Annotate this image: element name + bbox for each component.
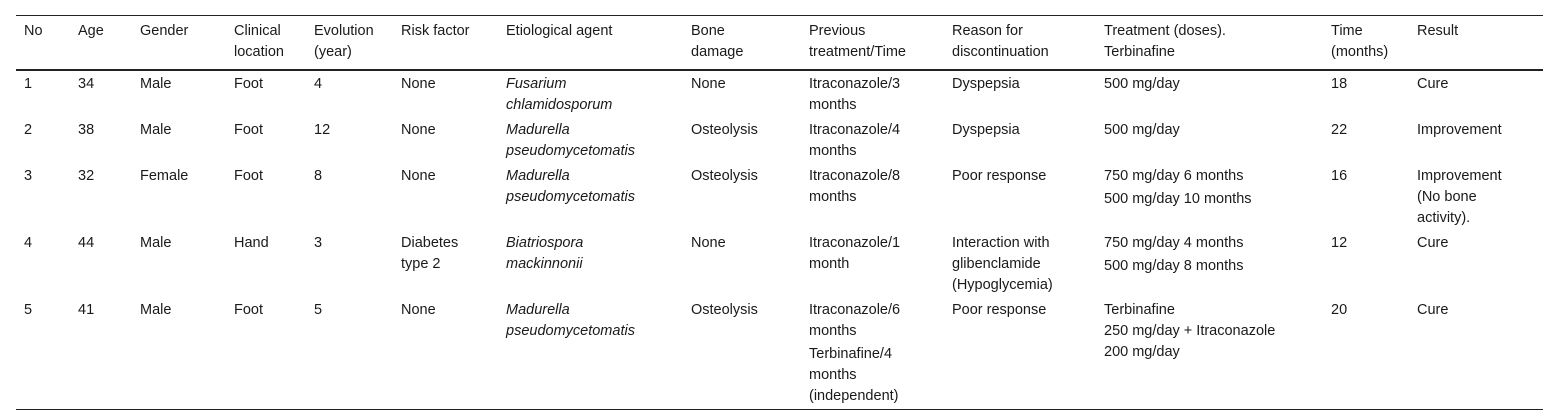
cell-no: 2 xyxy=(24,122,33,138)
cell-reason: Dyspepsia xyxy=(952,122,1020,138)
cell-risk: None xyxy=(401,122,436,138)
cell-bone: Osteolysis xyxy=(691,302,758,318)
cell-treatment: 500 mg/day xyxy=(1104,122,1180,138)
cell-evolution: 3 xyxy=(314,235,323,251)
cell-time: 12 xyxy=(1331,235,1348,251)
cell-age: 34 xyxy=(78,76,95,92)
cell-treatment: 750 mg/day 6 months 500 mg/day 10 months xyxy=(1104,168,1252,207)
cell-no: 5 xyxy=(24,302,33,318)
col-header-treatment-doses: Treatment (doses). Terbinafine xyxy=(1104,23,1226,60)
table-row xyxy=(16,164,1543,231)
cell-gender: Male xyxy=(140,235,172,251)
cell-time: 18 xyxy=(1331,76,1348,92)
cell-time: 16 xyxy=(1331,168,1348,184)
cell-result: Improvement (No bone activity). xyxy=(1417,168,1502,226)
cell-reason: Interaction with glibenclamide (Hypoglycemia) xyxy=(952,235,1053,293)
cell-location: Foot xyxy=(234,302,264,318)
col-header-no: No xyxy=(24,23,43,39)
cell-bone: None xyxy=(691,76,726,92)
cell-gender: Male xyxy=(140,122,172,138)
table-body xyxy=(16,70,1543,410)
cell-bone: Osteolysis xyxy=(691,168,758,184)
col-header-bone-damage: Bone damage xyxy=(691,23,744,60)
cell-reason: Poor response xyxy=(952,168,1047,184)
cell-location: Hand xyxy=(234,235,269,251)
cell-time: 22 xyxy=(1331,122,1348,138)
mycetoma-cases-table xyxy=(16,15,1543,410)
cell-age: 38 xyxy=(78,122,95,138)
cell-agent: Madurella pseudomycetomatis xyxy=(506,168,635,205)
cell-previous: Itraconazole/3 months xyxy=(809,76,901,113)
cell-reason: Dyspepsia xyxy=(952,76,1020,92)
cell-reason: Poor response xyxy=(952,302,1047,318)
cell-age: 32 xyxy=(78,168,95,184)
table-row xyxy=(16,118,1543,164)
col-header-gender: Gender xyxy=(140,23,189,39)
table-row xyxy=(16,231,1543,298)
cell-agent: Madurella pseudomycetomatis xyxy=(506,302,635,339)
cell-previous: Itraconazole/6 months Terbinafine/4 months (independent) xyxy=(809,302,901,404)
col-header-risk-factor: Risk factor xyxy=(401,23,470,39)
col-header-time-months: Time (months) xyxy=(1331,23,1389,60)
table-row xyxy=(16,298,1543,410)
cell-location: Foot xyxy=(234,168,264,184)
cell-risk: None xyxy=(401,168,436,184)
cell-result: Cure xyxy=(1417,302,1449,318)
cell-bone: None xyxy=(691,235,726,251)
cell-evolution: 8 xyxy=(314,168,323,184)
cell-risk: None xyxy=(401,76,436,92)
col-header-previous-treatment: Previous treatment/Time xyxy=(809,23,906,60)
cell-no: 4 xyxy=(24,235,33,251)
cell-bone: Osteolysis xyxy=(691,122,758,138)
cell-risk: Diabetes type 2 xyxy=(401,235,459,272)
cell-evolution: 4 xyxy=(314,76,323,92)
col-header-result: Result xyxy=(1417,23,1459,39)
header-row xyxy=(16,16,1543,71)
table-header xyxy=(16,16,1543,71)
cell-treatment: Terbinafine 250 mg/day + Itraconazole 200 mg/day xyxy=(1104,302,1276,360)
cell-result: Cure xyxy=(1417,76,1449,92)
cell-gender: Female xyxy=(140,168,189,184)
col-header-reason-discontinuation: Reason for discontinuation xyxy=(952,23,1049,60)
cell-age: 44 xyxy=(78,235,95,251)
cell-previous: Itraconazole/4 months xyxy=(809,122,901,159)
cell-treatment: 750 mg/day 4 months 500 mg/day 8 months xyxy=(1104,235,1244,274)
col-header-age: Age xyxy=(78,23,104,39)
cell-age: 41 xyxy=(78,302,95,318)
cell-result: Improvement xyxy=(1417,122,1502,138)
cell-gender: Male xyxy=(140,302,172,318)
cell-agent: Fusarium chlamidosporum xyxy=(506,76,613,113)
cell-location: Foot xyxy=(234,122,264,138)
cell-agent: Biatriospora mackinnonii xyxy=(506,235,584,272)
col-header-etiological-agent: Etiological agent xyxy=(506,23,613,39)
cell-gender: Male xyxy=(140,76,172,92)
cell-no: 3 xyxy=(24,168,33,184)
cell-evolution: 5 xyxy=(314,302,323,318)
col-header-clinical-location: Clinical location xyxy=(234,23,284,60)
table-row xyxy=(16,70,1543,118)
cell-agent: Madurella pseudomycetomatis xyxy=(506,122,635,159)
cell-previous: Itraconazole/1 month xyxy=(809,235,901,272)
cell-no: 1 xyxy=(24,76,33,92)
cell-risk: None xyxy=(401,302,436,318)
cell-previous: Itraconazole/8 months xyxy=(809,168,901,205)
cell-location: Foot xyxy=(234,76,264,92)
cell-result: Cure xyxy=(1417,235,1449,251)
cell-treatment: 500 mg/day xyxy=(1104,76,1180,92)
col-header-evolution: Evolution (year) xyxy=(314,23,374,60)
cell-time: 20 xyxy=(1331,302,1348,318)
table-container xyxy=(16,15,1543,410)
cell-evolution: 12 xyxy=(314,122,331,138)
